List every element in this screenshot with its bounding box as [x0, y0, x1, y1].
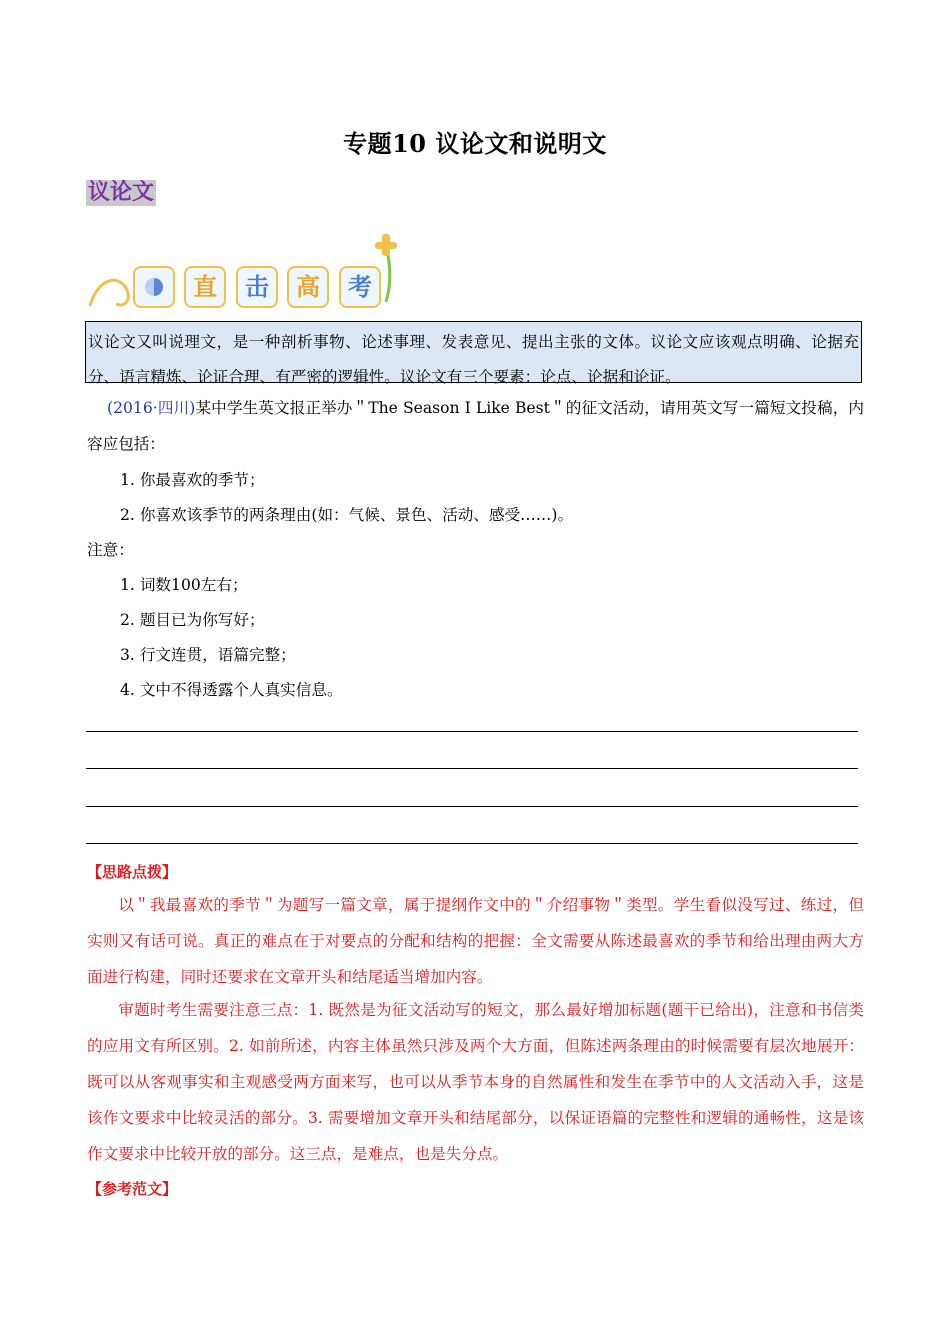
banner-tile-2: 击	[236, 266, 278, 308]
question-text: 某中学生英文报正举办＂The Season I Like Best＂的征文活动，请用英文写一篇短文投稿，内容应包括：	[87, 399, 865, 453]
note-item: 2. 题目已为你写好；	[120, 611, 265, 629]
notes-label: 注意：	[87, 541, 134, 559]
definition-box: 议论文又叫说理文，是一种剖析事物、论述事理、发表意见、提出主张的文体。议论文应该观点明确、论据充分、语言精炼、论证合理、有严密的逻辑性。议论文有三个要素：论点、论据和论证。	[85, 321, 862, 383]
note-item: 3. 行文连贯，语篇完整；	[120, 646, 296, 664]
page-title: 专题10 议论文和说明文	[343, 129, 607, 158]
sample-heading: 【参考范文】	[87, 1180, 178, 1198]
answer-line[interactable]	[86, 806, 858, 807]
answer-line[interactable]	[86, 731, 858, 732]
question-source: (2016·四川)	[107, 399, 196, 417]
content-item: 2. 你喜欢该季节的两条理由(如：气候、景色、活动、感受……)。	[120, 506, 574, 524]
banner-tile-circle	[133, 266, 175, 308]
banner-tile-3: 高	[287, 266, 329, 308]
banner-tile-4: 考	[339, 266, 381, 308]
question-prompt	[87, 390, 864, 462]
banner-tile-1: 直	[184, 266, 226, 308]
answer-line[interactable]	[86, 768, 858, 769]
answer-line[interactable]	[86, 843, 858, 844]
analysis-paragraph: 审题时考生需要注意三点：1. 既然是为征文活动写的短文，那么最好增加标题(题干已给出)，注意和书信类的应用文有所区别。2. 如前所述，内容主体虽然只涉及两个大方面，但陈述两条理由的时候需要有层次地展开：既可以从客观事实和主观感受两方面来写，也可以从季节本身的自然属性和发生在季节中的人文活动入手，这是该作文要求中比较灵活的部分。3. 需要增加文章开头和结尾部分，以保证语篇的完整性和逻辑的通畅性，这是该作文要求中比较开放的部分。这三点，是难点，也是失分点。	[87, 1001, 864, 1163]
half-circle-icon	[135, 268, 173, 306]
sparkle-icon	[375, 234, 397, 256]
section-label: 议论文	[88, 180, 155, 205]
note-item: 1. 词数100左右；	[120, 576, 248, 594]
analysis-paragraph: 以＂我最喜欢的季节＂为题写一篇文章，属于提纲作文中的＂介绍事物＂类型。学生看似没写过、练过，但实则又有话可说。真正的难点在于对要点的分配和结构的把握：全文需要从陈述最喜欢的季节和给出理由两大方面进行构建，同时还要求在文章开头和结尾适当增加内容。	[87, 896, 864, 986]
analysis-heading: 【思路点拨】	[87, 863, 178, 881]
note-item: 4. 文中不得透露个人真实信息。	[120, 681, 343, 699]
content-item: 1. 你最喜欢的季节；	[120, 471, 265, 489]
